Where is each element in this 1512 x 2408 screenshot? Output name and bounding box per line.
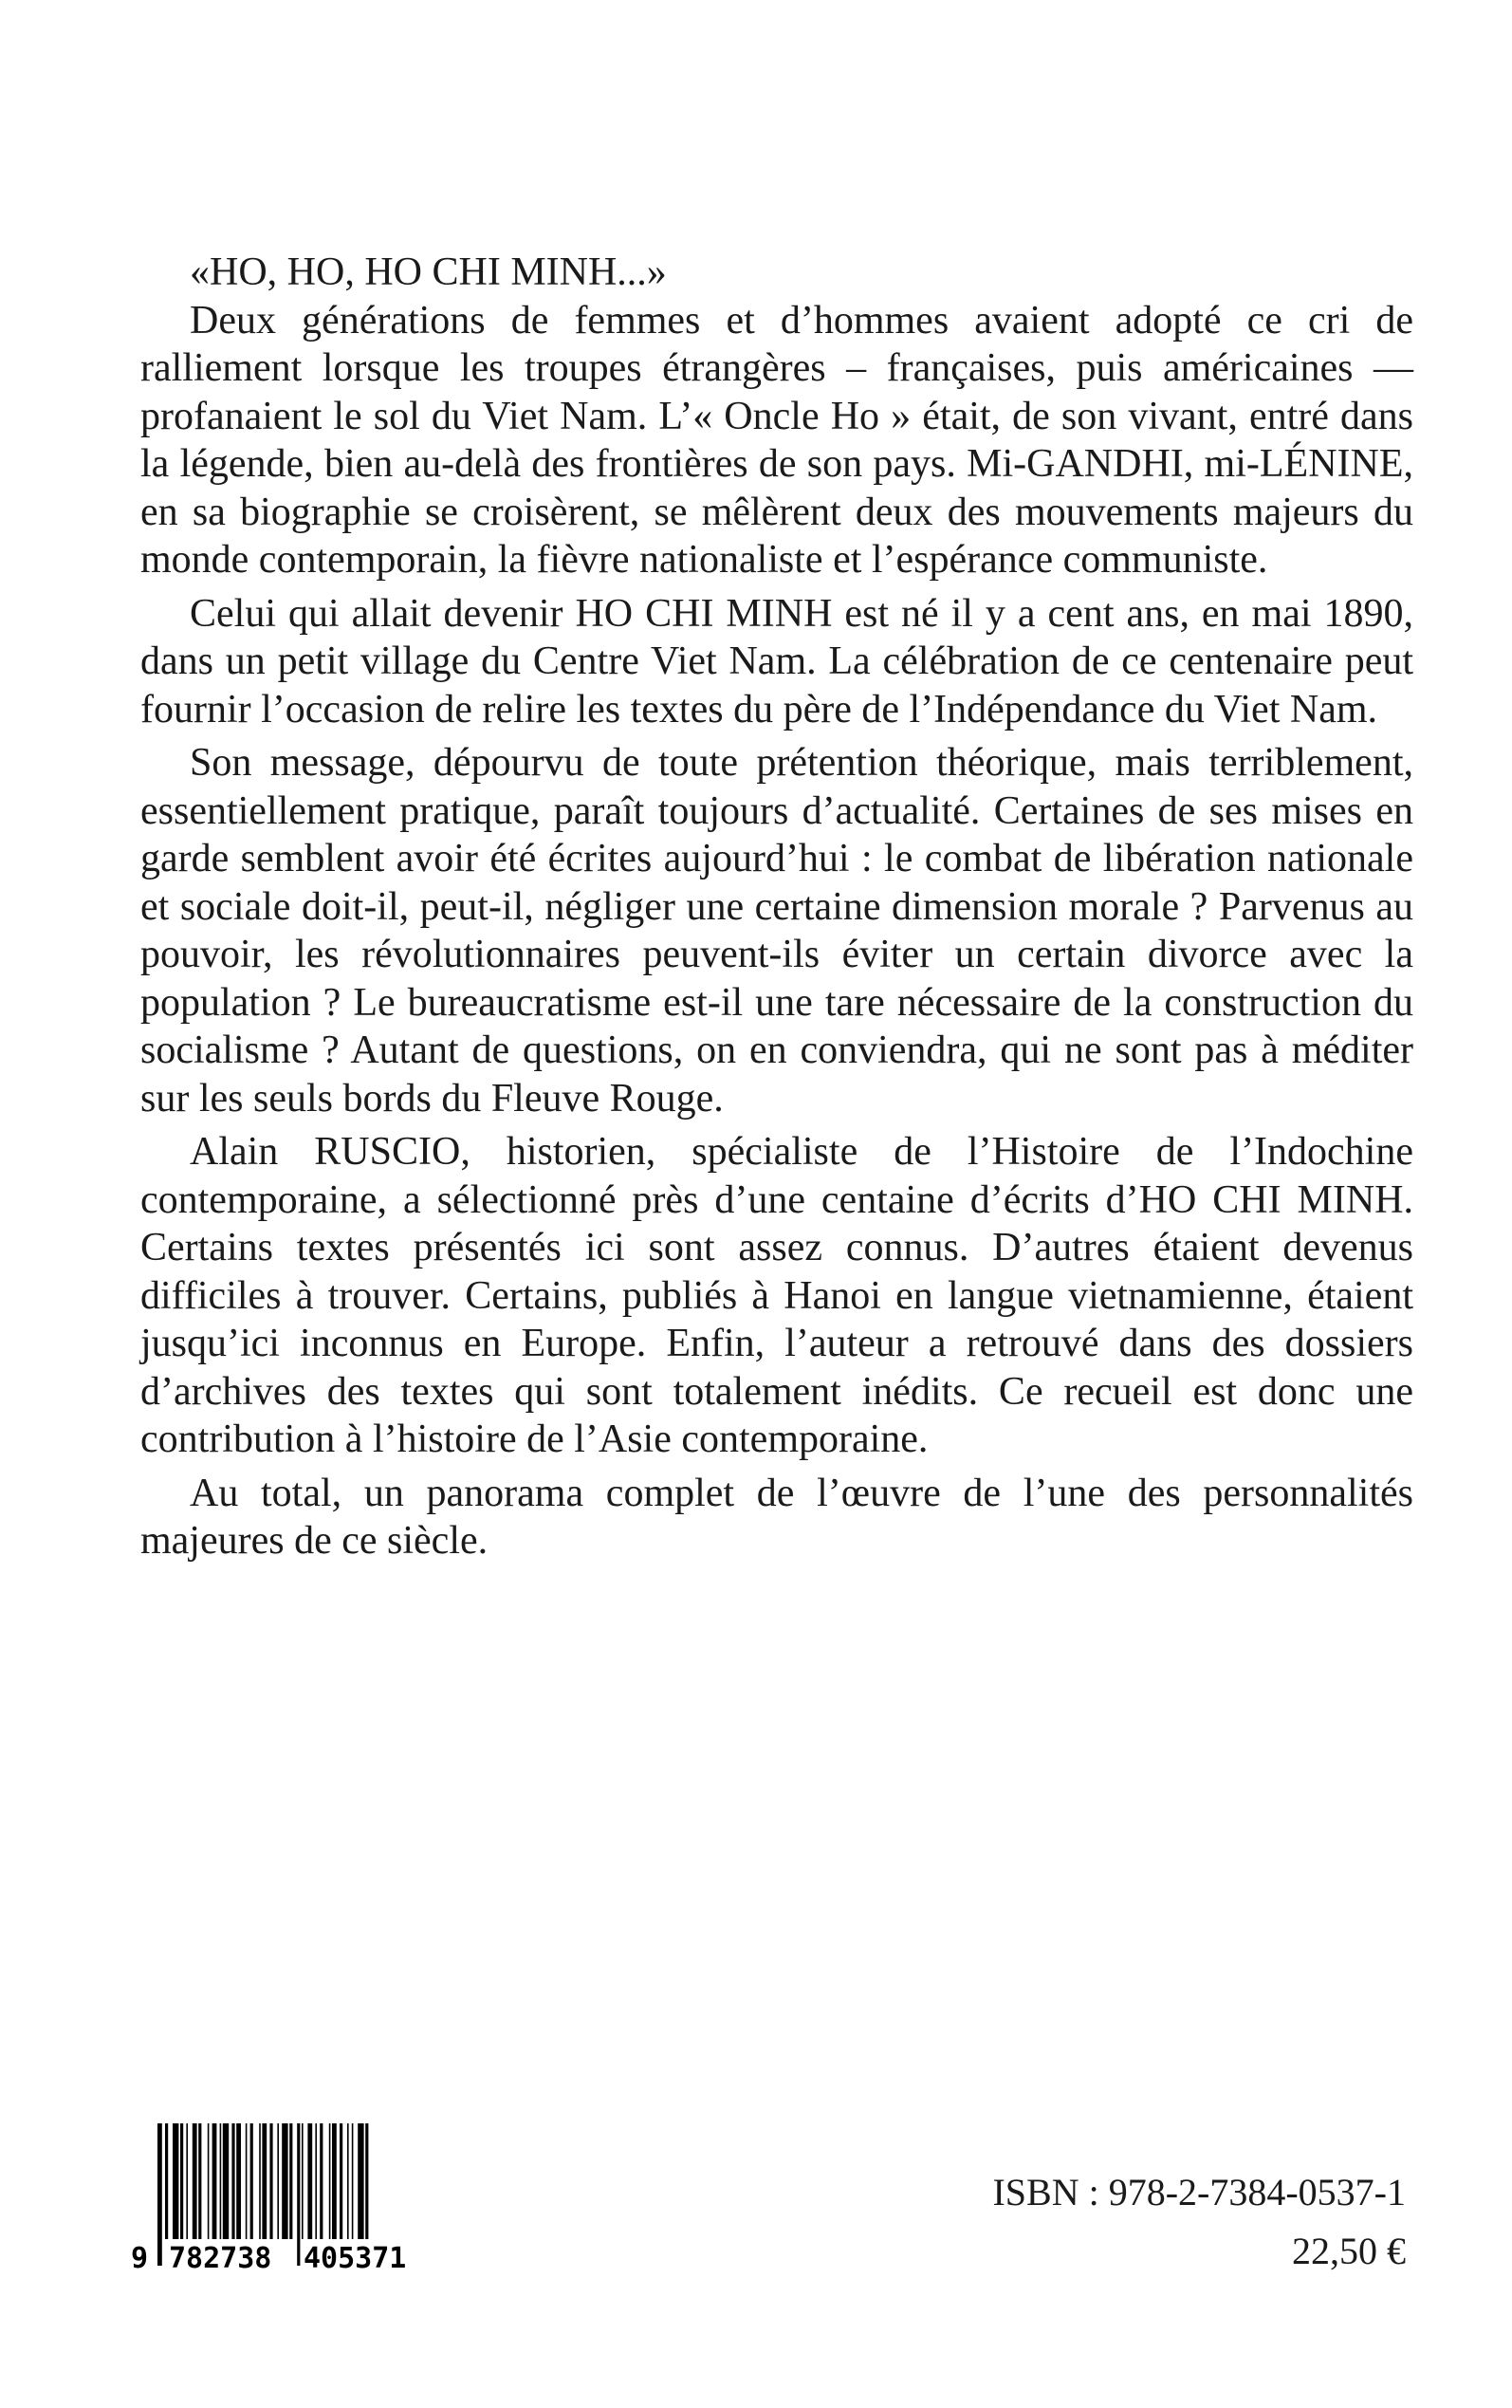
barcode-graphic [123, 2123, 446, 2275]
isbn-label: ISBN : 978-2-7384-0537-1 [992, 2171, 1406, 2214]
barcode-bar [332, 2123, 337, 2239]
barcode-bar [365, 2123, 368, 2239]
barcode-bar [340, 2123, 342, 2239]
barcode-bar [186, 2123, 188, 2239]
barcode-bar [277, 2123, 279, 2239]
barcode-bar [246, 2123, 248, 2239]
barcode-bar [180, 2123, 183, 2239]
barcode-bar [212, 2123, 217, 2239]
barcode-bar [315, 2123, 317, 2239]
barcode-bar [352, 2123, 354, 2239]
blurb-paragraph-3: Son message, dépourvu de toute prétention théorique, mais terriblement, essentiellement pratique, paraît toujours d’actualité. Certaines de ses mises en garde semblent avoir été écrites aujourd’hui : le combat de libération nationale et sociale doit-il, peut-il, négliger une certaine dimension morale ? Parvenus au pouvoir, les révolutionnaires peuvent-ils éviter un certain divorce avec la population ? Le bureaucratisme est-il une tare nécessaire de la construction du socialisme ? Autant de questions, on en conviendra, qui ne sont pas à méditer sur les seuls bords du Fleuve Rouge. [140, 741, 1413, 1121]
barcode-bar [307, 2123, 312, 2239]
blurb-paragraph-2: Celui qui allait devenir HO CHI MINH est né il y a cent ans, en mai 1890, dans un petit village du Centre Viet Nam. La célébration de ce centenaire peut fournir l’occasion de relire les textes du père de l’Indépendance du Viet Nam. [140, 591, 1413, 732]
barcode-bar [223, 2123, 229, 2239]
barcode-bar [262, 2123, 267, 2239]
barcode-bar [236, 2123, 241, 2239]
barcode-digits-left: 782738 [169, 2242, 272, 2275]
barcode-digit-first: 9 [131, 2242, 149, 2275]
barcode-bar [320, 2123, 323, 2239]
blurb-text [140, 249, 1413, 1571]
blurb-paragraph-4: Alain RUSCIO, historien, spécialiste de l’Histoire de l’Indochine contemporaine, a sélectionné près d’une centaine d’écrits d’HO CHI MINH. Certains textes présentés ici sont assez connus. D’autres étaient devenus difficiles à trouver. Certains, publiés à Hanoi en langue vietnamienne, étaient jusqu’ici inconnus en Europe. Enfin, l’auteur a retrouvé dans des dossiers d’archives des textes qui sont totalement inédits. Ce recueil est donc une contribution à l’histoire de l’Asie contemporaine. [140, 1130, 1413, 1461]
barcode-bar [231, 2123, 234, 2239]
barcode-bar [358, 2123, 363, 2239]
barcode-bar [302, 2123, 304, 2239]
barcode-bar [173, 2123, 178, 2239]
barcode-bar [250, 2123, 253, 2239]
barcode-bar [208, 2123, 210, 2239]
barcode-bar [220, 2123, 222, 2239]
price-label: 22,50 € [1292, 2230, 1406, 2272]
barcode-bar [198, 2123, 201, 2239]
barcode-bar [282, 2123, 287, 2239]
barcode-bar [157, 2123, 162, 2266]
barcode-bar [193, 2123, 197, 2239]
barcode-bar [259, 2123, 261, 2239]
barcode-digits-right: 405371 [304, 2242, 407, 2275]
barcode-bar [165, 2123, 168, 2239]
blurb-heading: «HO, HO, HO CHI MINH...» [190, 250, 667, 294]
barcode-bar [297, 2123, 300, 2266]
blurb-paragraph-5: Au total, un panorama complet de l’œuvre de l’une des personnalités majeures de ce siècle. [140, 1471, 1413, 1563]
barcode [123, 2123, 446, 2275]
barcode-bar [329, 2123, 331, 2239]
barcode-bar [289, 2123, 292, 2239]
barcode-bar [269, 2123, 272, 2239]
barcode-bar [347, 2123, 349, 2239]
blurb-paragraph-1: Deux générations de femmes et d’hommes avaient adopté ce cri de ralliement lorsque les troupes étrangères – françaises, puis américaines — profanaient le sol du Viet Nam. L’« Oncle Ho » était, de son vivant, entré dans la légende, bien au-delà des frontières de son pays. Mi-GANDHI, mi-LÉNINE, en sa biographie se croisèrent, se mêlèrent deux des mouvements majeurs du monde contemporain, la fièvre nationaliste et l’espérance communiste. [140, 298, 1413, 582]
